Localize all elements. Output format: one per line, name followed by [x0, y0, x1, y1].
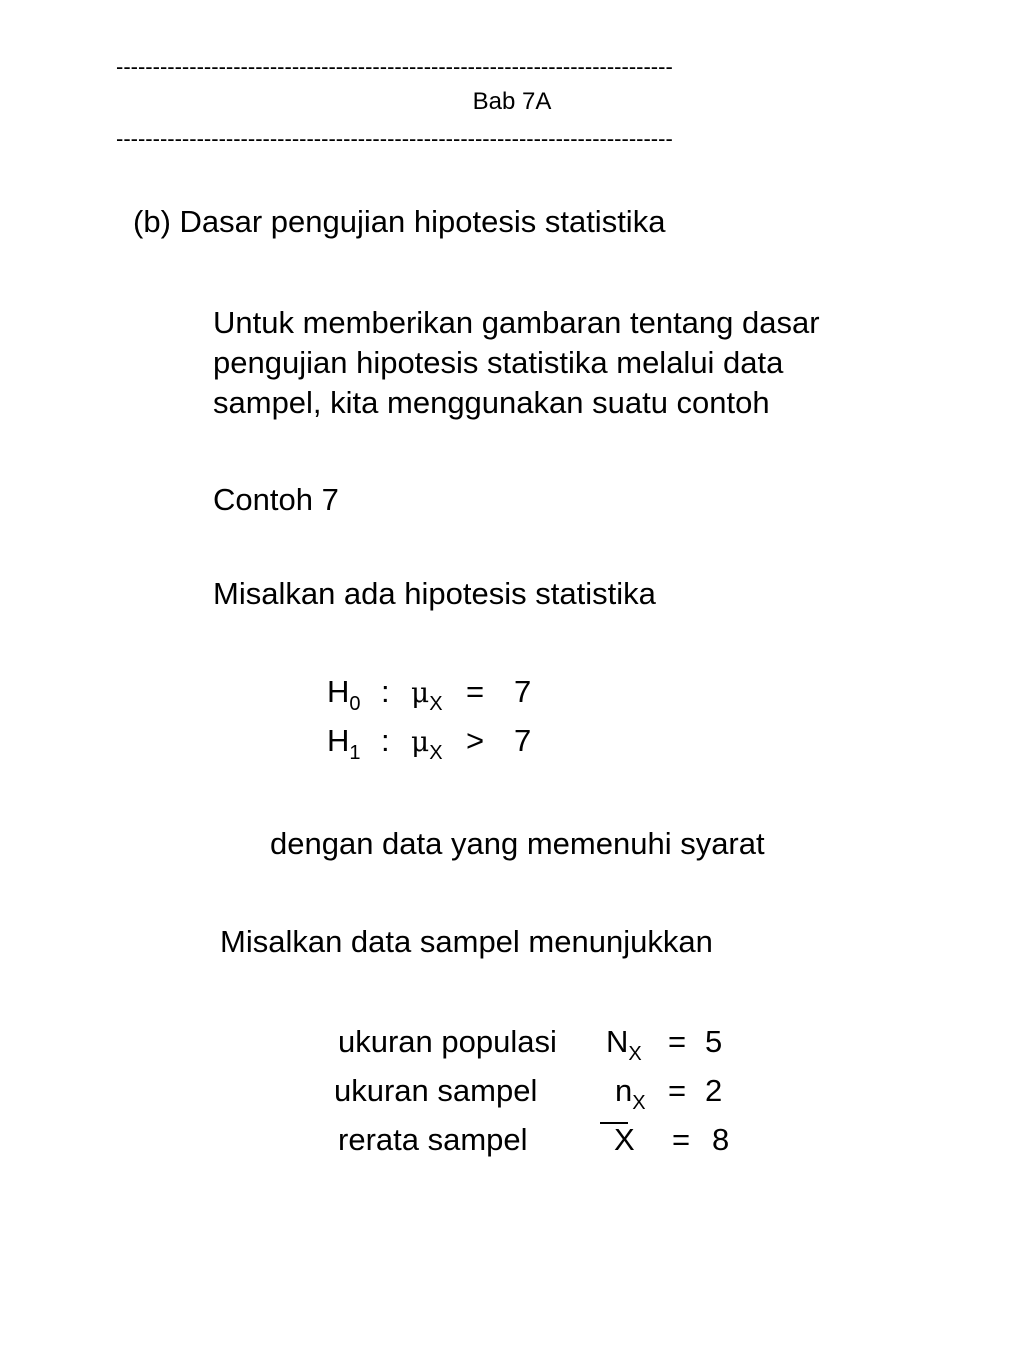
intro-paragraph	[213, 303, 820, 423]
symbol-letter: N	[606, 1024, 629, 1059]
sample-intro: Misalkan data sampel menunjukkan	[220, 924, 713, 959]
sample-symbol	[606, 1022, 642, 1066]
x-bar	[614, 1120, 635, 1160]
mu-symbol: μ	[411, 725, 430, 758]
sample-equals: =	[668, 1073, 687, 1108]
header-rule-top: ----------------------------------------------------------------------------	[116, 54, 673, 79]
sample-value: 8	[712, 1122, 730, 1157]
sample-value: 2	[705, 1073, 723, 1108]
mu-subscript: X	[429, 742, 443, 764]
header-rule-bottom: ----------------------------------------------------------------------------	[116, 126, 673, 151]
hypothesis-mean	[411, 721, 443, 765]
hypothesis-value: 7	[514, 674, 532, 709]
hypothesis-symbol: H	[327, 723, 350, 758]
sample-equals: =	[672, 1122, 691, 1157]
symbol-letter: n	[615, 1073, 633, 1108]
hypothesis-alternative	[327, 721, 361, 765]
hypothesis-symbol: H	[327, 674, 350, 709]
hypothesis-mean	[411, 672, 443, 716]
mu-symbol: μ	[411, 676, 430, 709]
sample-label: rerata sampel	[338, 1122, 528, 1157]
sample-equals: =	[668, 1024, 687, 1059]
sample-value: 5	[705, 1024, 723, 1059]
section-heading: (b) Dasar pengujian hipotesis statistika	[133, 204, 666, 239]
symbol-subscript: X	[628, 1043, 642, 1065]
paragraph-line: sampel, kita menggunakan suatu contoh	[213, 385, 770, 420]
chapter-title: Bab 7A	[472, 88, 552, 115]
hypothesis-value: 7	[514, 723, 532, 758]
paragraph-line: pengujian hipotesis statistika melalui data	[213, 345, 784, 380]
overline	[600, 1122, 628, 1124]
hypothesis-subscript: 0	[349, 693, 361, 715]
hypothesis-subscript: 1	[349, 742, 361, 764]
hypothesis-operator: >	[466, 723, 485, 758]
condition-text: dengan data yang memenuhi syarat	[270, 826, 765, 861]
hypothesis-operator: =	[466, 674, 485, 709]
example-title: Contoh 7	[213, 482, 339, 517]
symbol-subscript: X	[632, 1092, 646, 1114]
sample-mean-symbol	[614, 1120, 635, 1160]
sample-label: ukuran sampel	[334, 1073, 538, 1108]
hypothesis-intro: Misalkan ada hipotesis statistika	[213, 576, 656, 611]
sample-symbol	[615, 1071, 646, 1115]
paragraph-line: Untuk memberikan gambaran tentang dasar	[213, 305, 820, 340]
hypothesis-colon: :	[381, 674, 390, 709]
symbol-letter: X	[614, 1122, 635, 1157]
hypothesis-colon: :	[381, 723, 390, 758]
hypothesis-null	[327, 672, 361, 716]
mu-subscript: X	[429, 693, 443, 715]
sample-label: ukuran populasi	[338, 1024, 557, 1059]
